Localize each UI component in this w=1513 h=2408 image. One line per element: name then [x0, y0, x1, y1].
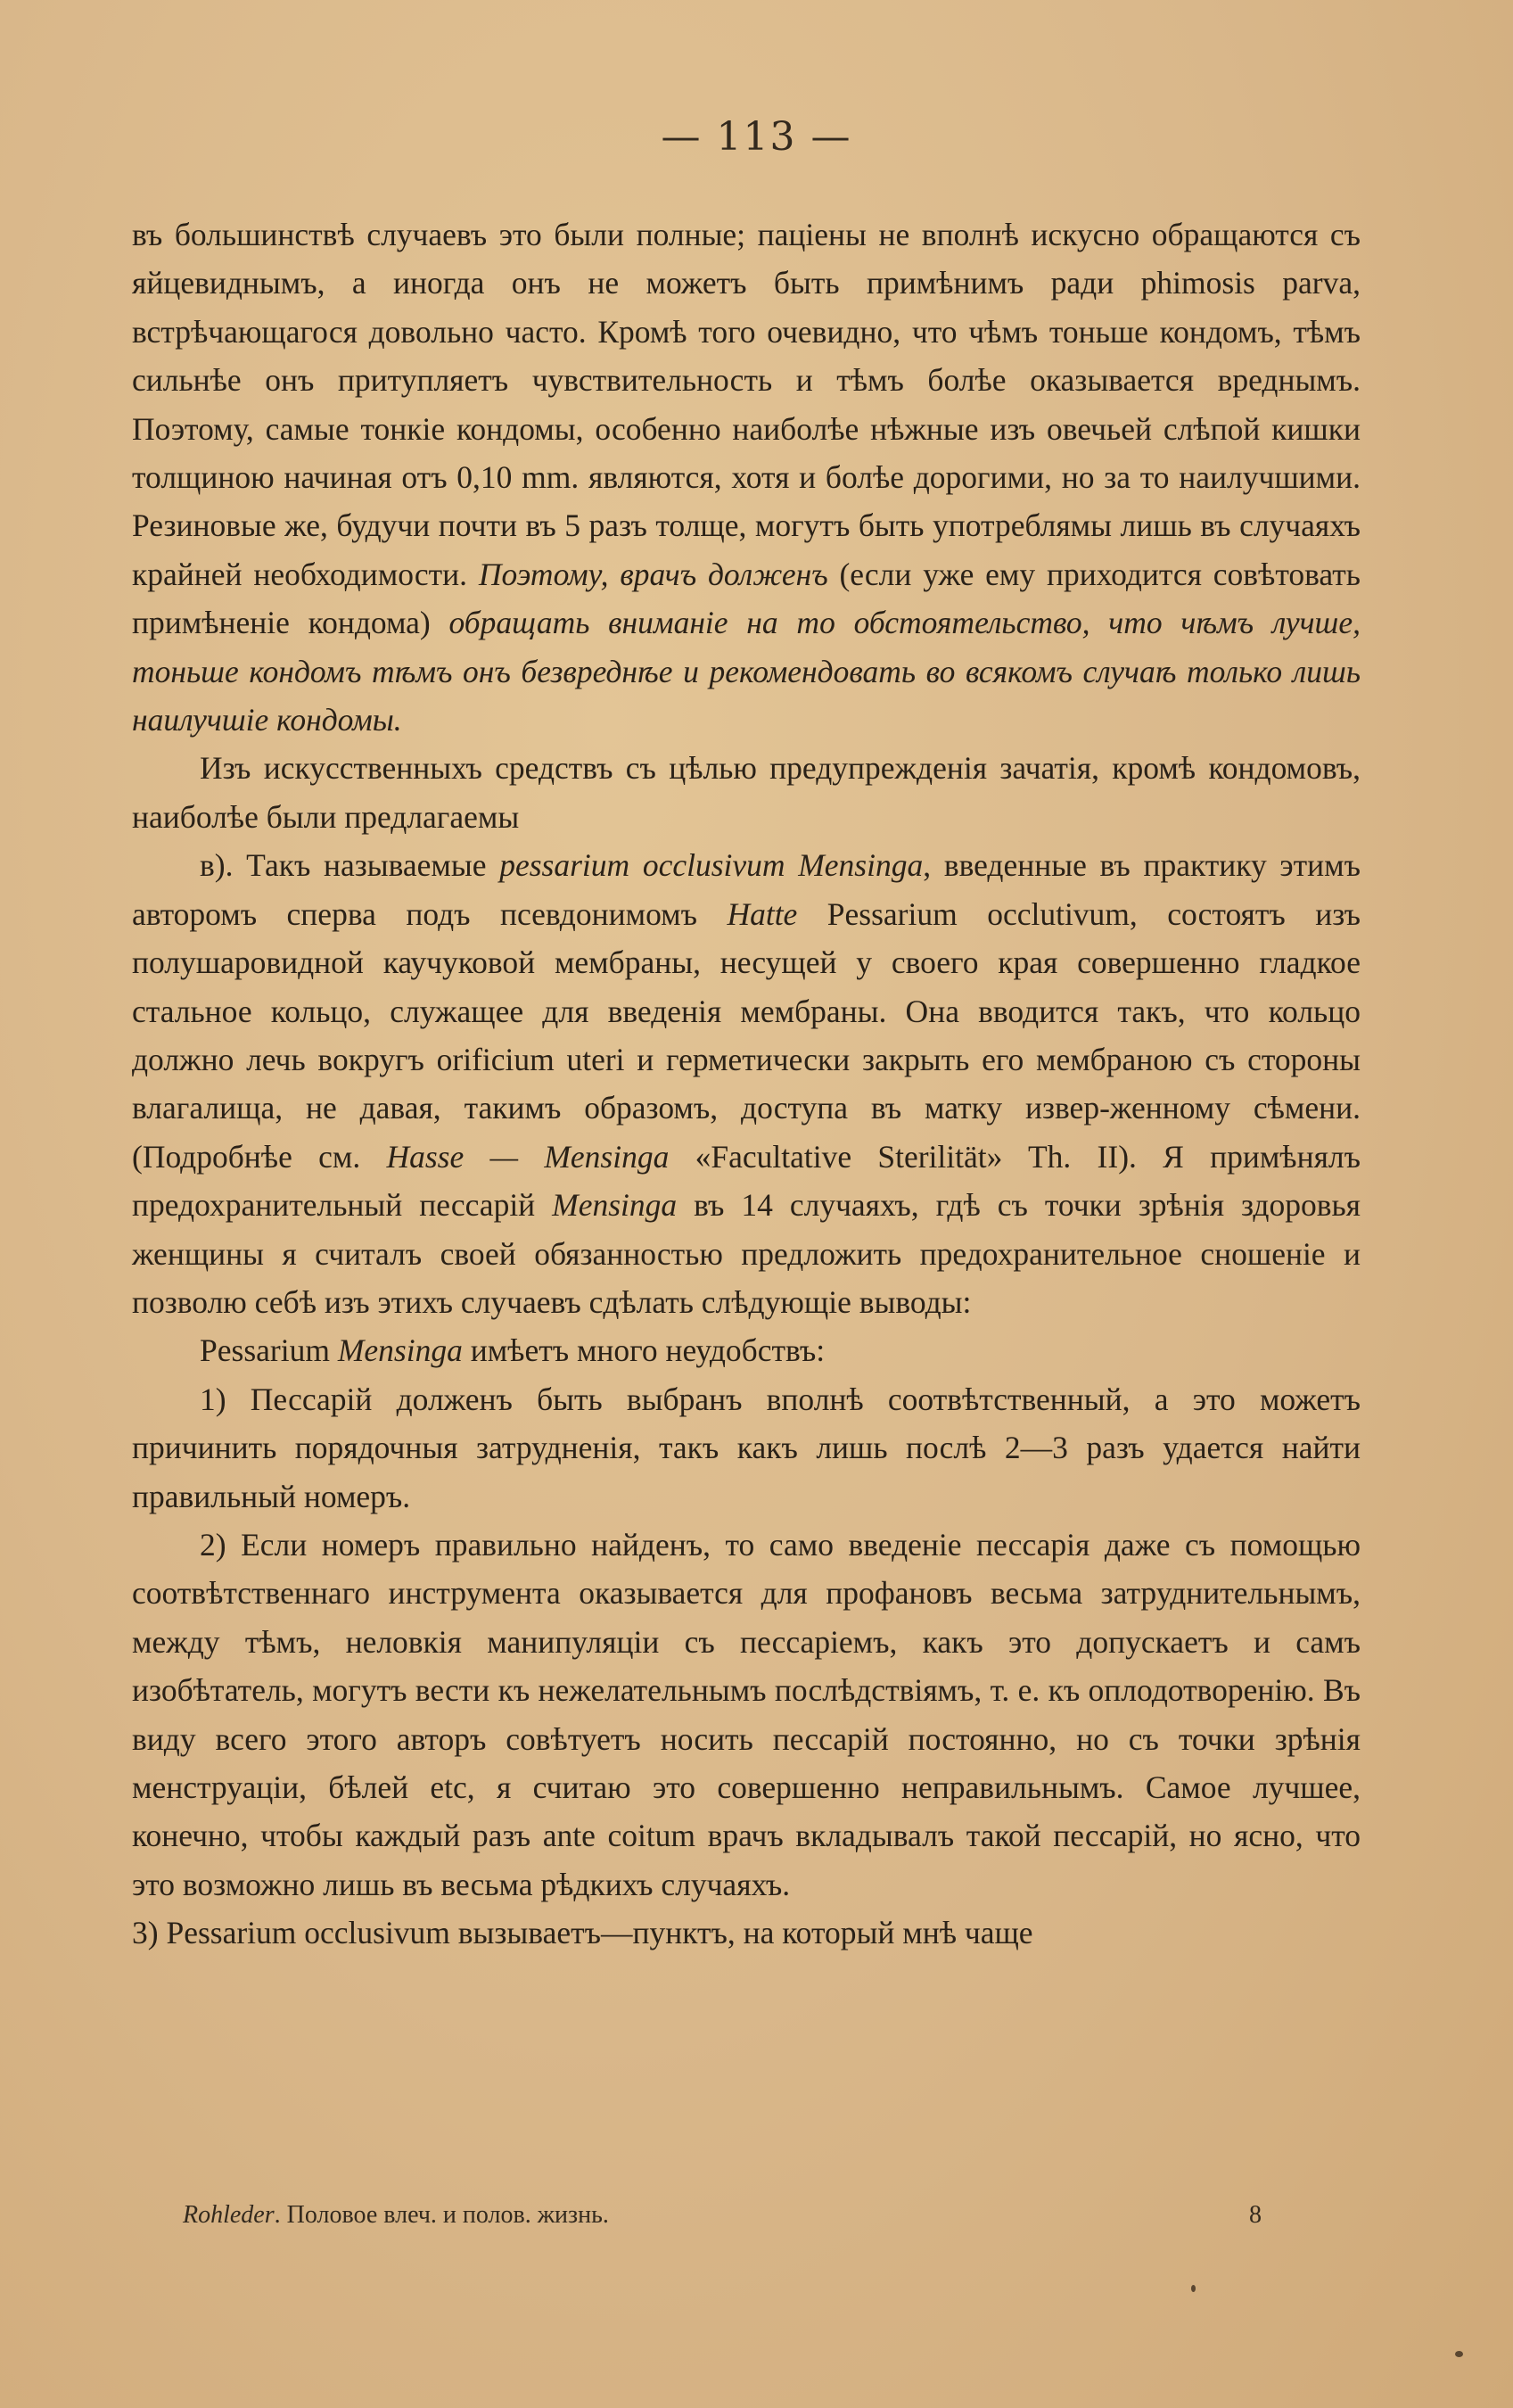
italic-text: обращать вниманіе на то обстоятельство, что чѣмъ лучше, тоньше кондомъ тѣмъ онъ безвреднѣе и рекомендовать во всякомъ случаѣ только лишь наилучшіе кондомы. [132, 605, 1361, 738]
text-run: 3) Pessarium occlusivum вызываетъ—пунктъ, на который мнѣ чаще [132, 1915, 1033, 1951]
italic-text: Hatte [727, 895, 798, 932]
paragraph [132, 210, 1361, 744]
text-run: «Facultative Sterilität» Th. II). Я примѣнялъ предохранительный пессарій [132, 1138, 1361, 1224]
italic-text: pessarium occlusivum Mensinga [499, 847, 924, 884]
text-run: Изъ искусственныхъ средствъ съ цѣлью предупрежденія зачатія, кромѣ кондомовъ, наиболѣе были предлагаемы [132, 750, 1361, 835]
page-number: — 113 — [661, 114, 852, 160]
text-run: Pessarium occlutivum, состоятъ изъ полушаровидной каучуковой мембраны, несущей у своего края совершенно гладкое стальное кольцо, служащее для введенія мембраны. Она вводится такъ, что кольцо должно лечь вокругъ orificium uteri и герметически закрыть его мембраною съ стороны влагалища, не давая, такимъ образомъ, доступа въ матку извер-женному сѣмени. (Подробнѣе см. [132, 895, 1361, 1175]
body-text [132, 210, 1361, 1958]
italic-text: Hasse — Mensinga [386, 1138, 670, 1175]
paragraph [132, 1326, 1361, 1374]
ink-speck [1191, 2285, 1196, 2292]
footer-author: Rohleder [183, 2201, 275, 2229]
paragraph [132, 744, 1361, 841]
page-footer [183, 2201, 1315, 2230]
paragraph [132, 841, 1361, 1326]
italic-text: Поэтому, врачъ долженъ [478, 556, 828, 592]
text-run: 2) Если номеръ правильно найденъ, то само введеніе пессарія даже съ помощью соотвѣтственнаго инструмента оказывается для профановъ весьма затруднительнымъ, между тѣмъ, неловкія манипуляціи съ пессаріемъ, какъ это допускаетъ и самъ изобѣтатель, могутъ вести къ нежелательнымъ послѣдствіямъ, т. е. къ оплодотворенію. Въ виду всего этого авторъ совѣтуетъ носить пессарій постоянно, но съ точки зрѣнія менструаціи, бѣлей etc, я считаю это совершенно неправильнымъ. Самое лучшее, конечно, чтобы каждый разъ ante coitum врачъ вкладывалъ такой пессарій, но ясно, что это возможно лишь въ весьма рѣдкихъ случаяхъ. [132, 1526, 1361, 1902]
text-run: Pessarium [200, 1332, 338, 1369]
italic-text: Mensinga [552, 1187, 678, 1224]
text-run: имѣетъ много неудобствъ: [462, 1332, 826, 1369]
italic-text: Mensinga [337, 1332, 463, 1369]
text-run: въ большинствѣ случаевъ это были полные; паціены не вполнѣ искусно обращаются съ яйцевиднымъ, а иногда онъ не можетъ быть примѣнимъ ради phimosis parva, встрѣчающагося довольно часто. Кромѣ того очевидно, что чѣмъ тоньше кондомъ, тѣмъ сильнѣе онъ притупляетъ чувствительность и тѣмъ болѣе оказывается вреднымъ. Поэтому, самые тонкіе кондомы, особенно наиболѣе нѣжные изъ овечьей слѣпой кишки толщиною начиная отъ 0,10 mm. являются, хотя и болѣе дорогими, но за то наилучшими. Резиновые же, будучи почти въ 5 разъ толще, могутъ быть употреблямы лишь въ случаяхъ крайней необходимости. [132, 217, 1361, 592]
paragraph [132, 1375, 1361, 1521]
text-run: (если уже ему приходится совѣтовать примѣненіе кондома) [132, 556, 1361, 641]
sheet-mark: 8 [1249, 2201, 1262, 2229]
footer-title: . Половое влеч. и полов. жизнь. [274, 2201, 609, 2229]
paragraph [132, 1909, 1361, 1957]
text-run: , введенные въ практику этимъ авторомъ сперва подъ псевдонимомъ [132, 847, 1361, 932]
ink-speck [1455, 2351, 1463, 2357]
text-run: въ 14 случаяхъ, гдѣ съ точки зрѣнія здоровья женщины я считалъ своей обязанностью предложить предохранительное сношеніе и позволю себѣ изъ этихъ случаевъ сдѣлать слѣдующіе выводы: [132, 1187, 1361, 1320]
text-run: 1) Пессарій долженъ быть выбранъ вполнѣ соотвѣтственный, а это можетъ причинить порядочныя затрудненія, такъ какъ лишь послѣ 2—3 разъ удается найти правильный номеръ. [132, 1381, 1361, 1514]
text-run: в). Такъ называемые [200, 847, 500, 884]
paragraph [132, 1521, 1361, 1909]
